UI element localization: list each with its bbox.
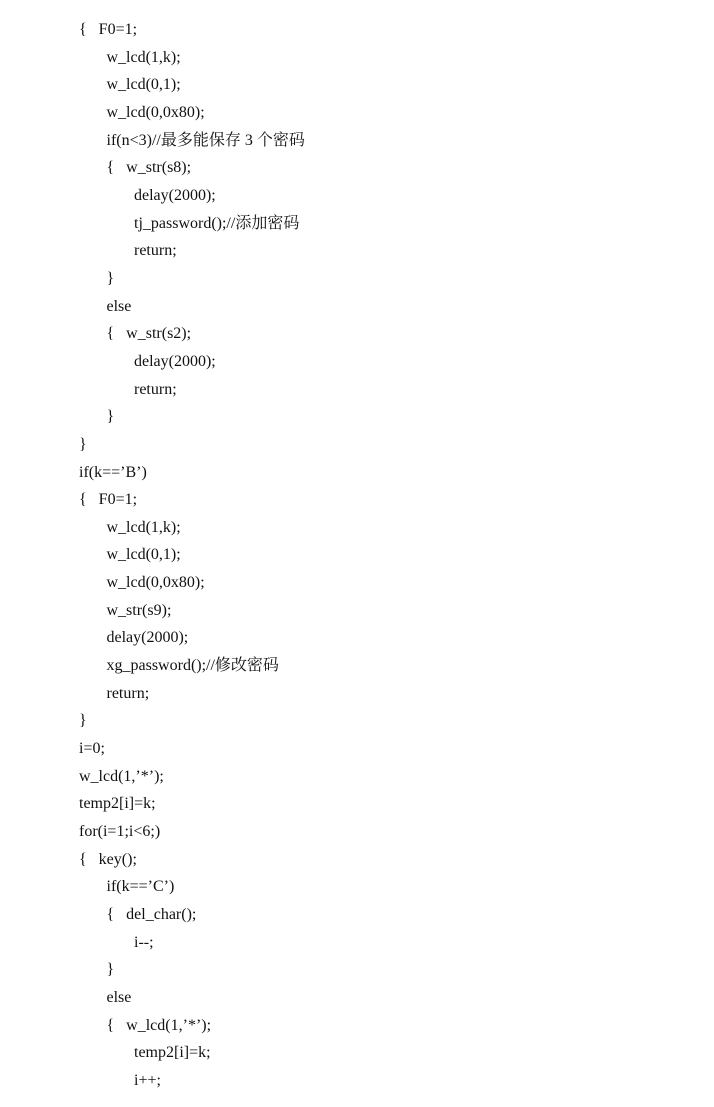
code-line: w_lcd(1,k); xyxy=(106,48,181,66)
code-line: xg_password();//修改密码 xyxy=(106,657,279,675)
code-line: tj_password();//添加密码 xyxy=(134,214,300,232)
code-line: { w_lcd(1,’*’); xyxy=(106,1016,212,1034)
code-line: w_lcd(0,1); xyxy=(106,546,181,564)
code-line: } xyxy=(106,408,115,426)
code-line: { F0=1; xyxy=(79,491,138,509)
code-line: } xyxy=(79,712,87,730)
code-line: return; xyxy=(106,684,150,702)
code-line: w_lcd(1,’*’); xyxy=(79,767,164,785)
code-line: delay(2000); xyxy=(134,352,216,370)
code-line: i=0; xyxy=(79,740,105,758)
code-line: temp2[i]=k; xyxy=(134,1044,211,1062)
code-line: if(k==’B’) xyxy=(79,463,147,481)
code-line: return; xyxy=(134,380,177,398)
code-line: for(i=1;i<6;) xyxy=(79,823,161,841)
code-line: else xyxy=(106,988,132,1006)
code-line: delay(2000); xyxy=(134,186,216,204)
code-line: } xyxy=(106,961,115,979)
code-listing xyxy=(79,16,699,1095)
code-line: else xyxy=(106,297,132,315)
code-line: { w_str(s2); xyxy=(106,325,192,343)
code-line: { del_char(); xyxy=(106,906,197,923)
code-line: if(n<3)//最多能保存 3 个密码 xyxy=(106,131,305,149)
code-line: { F0=1; xyxy=(79,21,138,38)
code-line: { key(); xyxy=(79,850,137,868)
code-line: temp2[i]=k; xyxy=(79,795,156,813)
code-line: if(k==’C’) xyxy=(106,878,175,896)
code-line: delay(2000); xyxy=(106,629,189,647)
code-line: return; xyxy=(134,242,177,260)
code-line: w_lcd(0,0x80); xyxy=(106,574,205,592)
code-line: w_str(s9); xyxy=(106,601,172,619)
code-line: i++; xyxy=(134,1071,161,1089)
code-line: w_lcd(1,k); xyxy=(106,518,181,536)
code-line: { w_str(s8); xyxy=(106,159,192,177)
code-line: i--; xyxy=(134,933,154,951)
code-line: w_lcd(0,0x80); xyxy=(106,103,205,121)
code-line: } xyxy=(106,269,115,287)
code-line: w_lcd(0,1); xyxy=(106,76,181,94)
code-line: } xyxy=(79,435,87,453)
